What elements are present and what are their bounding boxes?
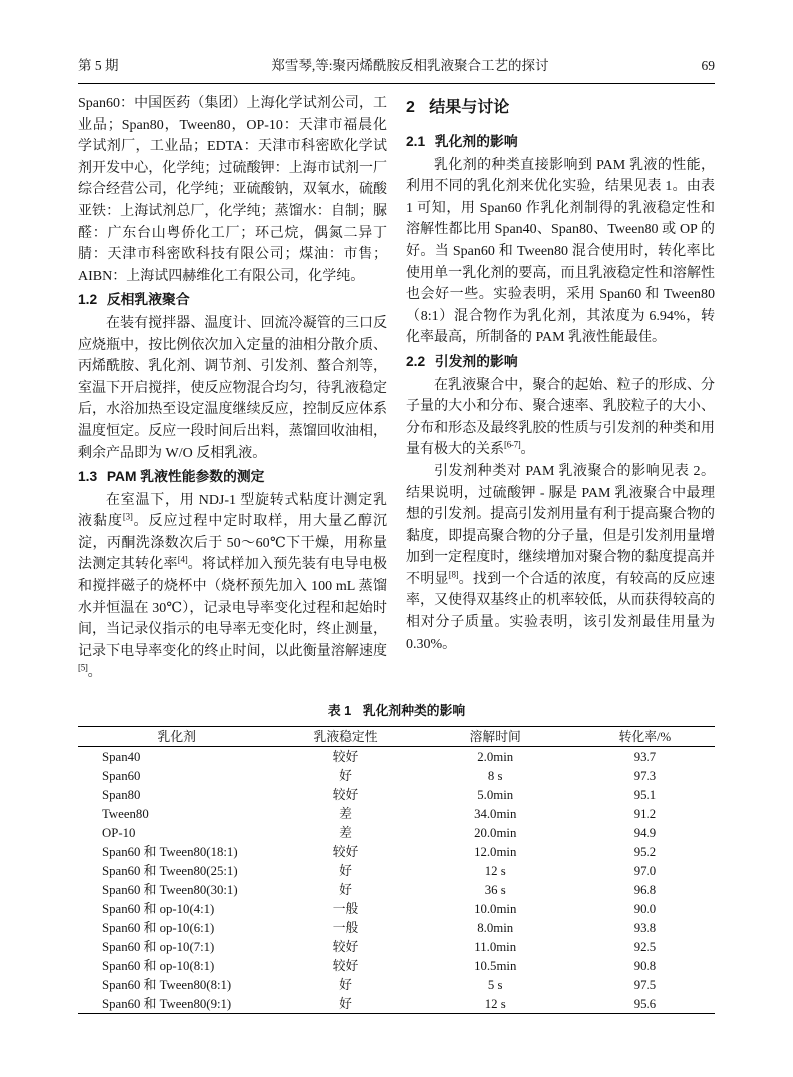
text-run: 在乳液聚合中，聚合的起始、粒子的形成、分子量的大小和分布、聚合速率、乳胶粒子的大小、分布和形态及最终乳胶的性质与引发剂的种类和用量有极大的关系 [406, 377, 715, 458]
table-cell: Tween80 [102, 806, 149, 821]
table-row [78, 823, 715, 842]
table-row [78, 785, 715, 804]
table-row [78, 956, 715, 975]
section-2-2-paragraph-1 [406, 375, 715, 461]
table-cell: 36 s [484, 882, 506, 897]
table-cell: 好 [339, 768, 352, 783]
section-1-3-paragraph [78, 490, 387, 684]
table-row [78, 842, 715, 861]
right-column [406, 93, 715, 684]
section-heading-2-title: 结果与讨论 [429, 99, 510, 116]
left-column [78, 93, 387, 684]
text-run: 。将试样加入预先装有电导电极和搅拌磁子的烧杯中（烧杯预先加入 100 mL 蒸馏水并恒温在 30℃），记录电导率变化过程和起始时间，当记录仪指示的电导率无变化时，终止测量，记录下电导率变化的终止时间，以此衡量溶解速度 [78, 557, 387, 659]
table-cell: Span60 和 op-10(7:1) [102, 939, 215, 954]
table-cell: 12 s [484, 863, 506, 878]
table-cell: 90.8 [633, 958, 657, 973]
table-row [78, 880, 715, 899]
table-cell: 好 [339, 996, 352, 1011]
section-heading-2-number: 2 [406, 99, 415, 116]
table-cell: 较好 [332, 749, 359, 764]
table-cell: 92.5 [633, 939, 657, 954]
table-cell: 94.9 [633, 825, 657, 840]
text-run: 引发剂种类对 PAM 乳液聚合的影响见表 2。结果说明，过硫酸钾 - 脲是 PAM 乳液聚合中最理想的引发剂。提高引发剂用量有利于提高聚合物的黏度，即提高聚合物的分子量，但是引发剂用量增加到一定程度时，继续增加对聚合物的黏度提高并不明显 [406, 463, 715, 587]
table-1-title [78, 700, 715, 719]
table-cell: OP-10 [102, 825, 136, 840]
table-cell: 差 [339, 825, 352, 840]
table-cell: 好 [339, 977, 352, 992]
table-cell: 90.0 [633, 901, 657, 916]
table-1-title-text: 乳化剂种类的影响 [362, 703, 466, 719]
section-2-1-paragraph: 乳化剂的种类直接影响到 PAM 乳液的性能，利用不同的乳化剂来优化实验，结果见表 1。由表 1 可知，用 Span60 作乳化剂制得的乳液稳定性和溶解性都比用 Span40、Span80、Tween80 或 OP 的好。当 Span60 和 Tween80 混合使用时，转化率比使用单一乳化剂的要高，而且乳液稳定性和溶解性也会好一些。实验表明，采用 Span60 和 Tween80（8:1）混合物作为乳化剂，其浓度为 6.94%，转化率最高，所制备的 PAM 乳液性能最佳。 [406, 157, 715, 346]
text-run: 在室温下，用 NDJ-1 型旋转式粘度计测定乳液黏度 [78, 492, 387, 530]
table-cell: 96.8 [633, 882, 657, 897]
subheading-1-3-title: PAM 乳液性能参数的测定 [106, 469, 265, 485]
table-cell: 一般 [332, 920, 359, 935]
table-cell: Span60 和 op-10(6:1) [102, 920, 215, 935]
table-cell: 好 [339, 882, 352, 897]
table-cell: Span60 和 Tween80(8:1) [102, 977, 232, 992]
text-run: 。反应过程中定时取样，用大量乙醇沉淀，丙酮洗涤数次后于 50～60℃下干燥，用称量法测定其转化率 [78, 514, 388, 573]
text-run: 。 [87, 665, 102, 681]
table-cell: 差 [339, 806, 352, 821]
table-row [78, 918, 715, 937]
table-cell: 34.0min [474, 806, 517, 821]
table-header-row [78, 727, 715, 747]
subheading-1-3-number: 1.3 [78, 469, 98, 485]
column-header-dissolve-time: 溶解时间 [469, 729, 521, 744]
running-head [78, 54, 715, 74]
column-header-stability: 乳液稳定性 [313, 729, 378, 744]
table-row [78, 975, 715, 994]
table-cell: 一般 [332, 901, 359, 916]
subheading-2-1-number: 2.1 [406, 134, 426, 149]
subheading-1-2-title: 反相乳液聚合 [106, 292, 190, 308]
table-1-title-number: 表 1 [327, 703, 352, 719]
table-cell: 8 s [487, 768, 503, 783]
table-cell: 12.0min [474, 844, 517, 859]
section-2-2-paragraph-2 [406, 461, 715, 655]
citation-superscript: [6-7] [504, 439, 521, 450]
table-cell: 5.0min [477, 787, 514, 802]
table-body [78, 747, 715, 1014]
table-cell: 5 s [487, 977, 503, 992]
table-cell: 8.0min [477, 920, 514, 935]
table-cell: 91.2 [633, 806, 657, 821]
table-cell: 93.7 [633, 749, 657, 764]
text-run: 。找到一个合适的浓度，有较高的反应速率，又使得双基终止的机率较低，从而获得较高的相对分子质量。实验表明，该引发剂最佳用量为 0.30%。 [406, 571, 716, 652]
subheading-2-2-title: 引发剂的影响 [434, 353, 518, 369]
table-cell: 97.3 [633, 768, 657, 783]
table-row [78, 747, 715, 767]
table-cell: Span40 [102, 749, 141, 764]
running-title: 郑雪琴,等:聚丙烯酰胺反相乳液聚合工艺的探讨 [271, 58, 549, 73]
table-cell: 较好 [332, 958, 359, 973]
table-cell: 较好 [332, 844, 359, 859]
citation-superscript: [5] [78, 662, 88, 673]
citation-superscript: [8] [448, 569, 459, 580]
table-cell: 95.6 [633, 996, 657, 1011]
table-1-block [78, 700, 715, 1014]
table-cell: 95.1 [633, 787, 657, 802]
subheading-1-3 [78, 466, 387, 488]
subheading-1-2 [78, 289, 387, 311]
table-cell: Span60 和 Tween80(18:1) [102, 844, 238, 859]
table-cell: Span60 和 Tween80(25:1) [102, 863, 238, 878]
table-cell: 95.2 [633, 844, 657, 859]
emulsifier-effect-table [78, 726, 715, 1014]
table-cell: 11.0min [474, 939, 517, 954]
section-1-2-paragraph: 在装有搅拌器、温度计、回流冷凝管的三口反应烧瓶中，按比例依次加入定量的油相分散介质、丙烯酰胺、乳化剂、调节剂、引发剂、螯合剂等，室温下开启搅拌，使反应物混合均匀，待乳液稳定后，水浴加热至设定温度继续反应，控制反应体系温度恒定。反应一段时间后出料，蒸馏回收油相，剩余产品即为 W/O 反相乳液。 [78, 315, 387, 461]
table-cell: 较好 [332, 939, 359, 954]
header-rule [78, 83, 715, 84]
page-number: 69 [701, 58, 715, 73]
subheading-2-2-number: 2.2 [406, 353, 426, 369]
table-cell: 好 [339, 863, 352, 878]
table-cell: 12 s [484, 996, 506, 1011]
table-cell: Span60 和 Tween80(30:1) [102, 882, 238, 897]
subheading-2-1-title: 乳化剂的影响 [434, 134, 518, 149]
column-header-emulsifier: 乳化剂 [157, 729, 196, 744]
table-cell: 10.0min [474, 901, 517, 916]
citation-superscript: [3] [122, 511, 133, 522]
table-row [78, 766, 715, 785]
table-header [78, 727, 715, 747]
table-cell: 10.5min [474, 958, 517, 973]
issue-number: 第 5 期 [78, 58, 119, 73]
citation-superscript: [4] [177, 554, 188, 565]
column-header-conversion: 转化率/% [618, 729, 672, 744]
subheading-2-2 [406, 351, 715, 373]
table-cell: 97.5 [633, 977, 657, 992]
subheading-1-2-number: 1.2 [78, 292, 98, 308]
table-row [78, 861, 715, 880]
table-cell: Span80 [102, 787, 141, 802]
table-row [78, 804, 715, 823]
table-cell: 2.0min [477, 749, 514, 764]
table-cell: Span60 和 op-10(8:1) [102, 958, 215, 973]
text-run: 。 [520, 442, 535, 458]
table-cell: 20.0min [474, 825, 517, 840]
reagents-continuation-paragraph: Span60：中国医药（集团）上海化学试剂公司，工业品；Span80，Tween80，OP-10：天津市福晨化学试剂厂，工业品；EDTA：天津市科密欧化学试剂开发中心，化学纯；过硫酸钾：上海市试剂一厂综合经营公司，化学纯；亚硫酸钠，双氧水，硫酸亚铁：上海试剂总厂，化学纯；蒸馏水：自制；脲醛：广东台山粤侨化工厂；环己烷，偶氮二异丁腈：天津市科密欧科技有限公司；煤油：市售；AIBN：上海试四赫维化工有限公司，化学纯。 [78, 96, 387, 284]
table-cell: 97.0 [633, 863, 657, 878]
table-row [78, 899, 715, 918]
two-column-body [78, 93, 715, 684]
table-cell: Span60 和 Tween80(9:1) [102, 996, 232, 1011]
subheading-2-1 [406, 131, 715, 153]
table-cell: 较好 [332, 787, 359, 802]
table-cell: 93.8 [633, 920, 657, 935]
table-cell: Span60 [102, 768, 141, 783]
table-row [78, 937, 715, 956]
section-heading-2 [406, 97, 715, 119]
table-row [78, 994, 715, 1014]
table-cell: Span60 和 op-10(4:1) [102, 901, 215, 916]
